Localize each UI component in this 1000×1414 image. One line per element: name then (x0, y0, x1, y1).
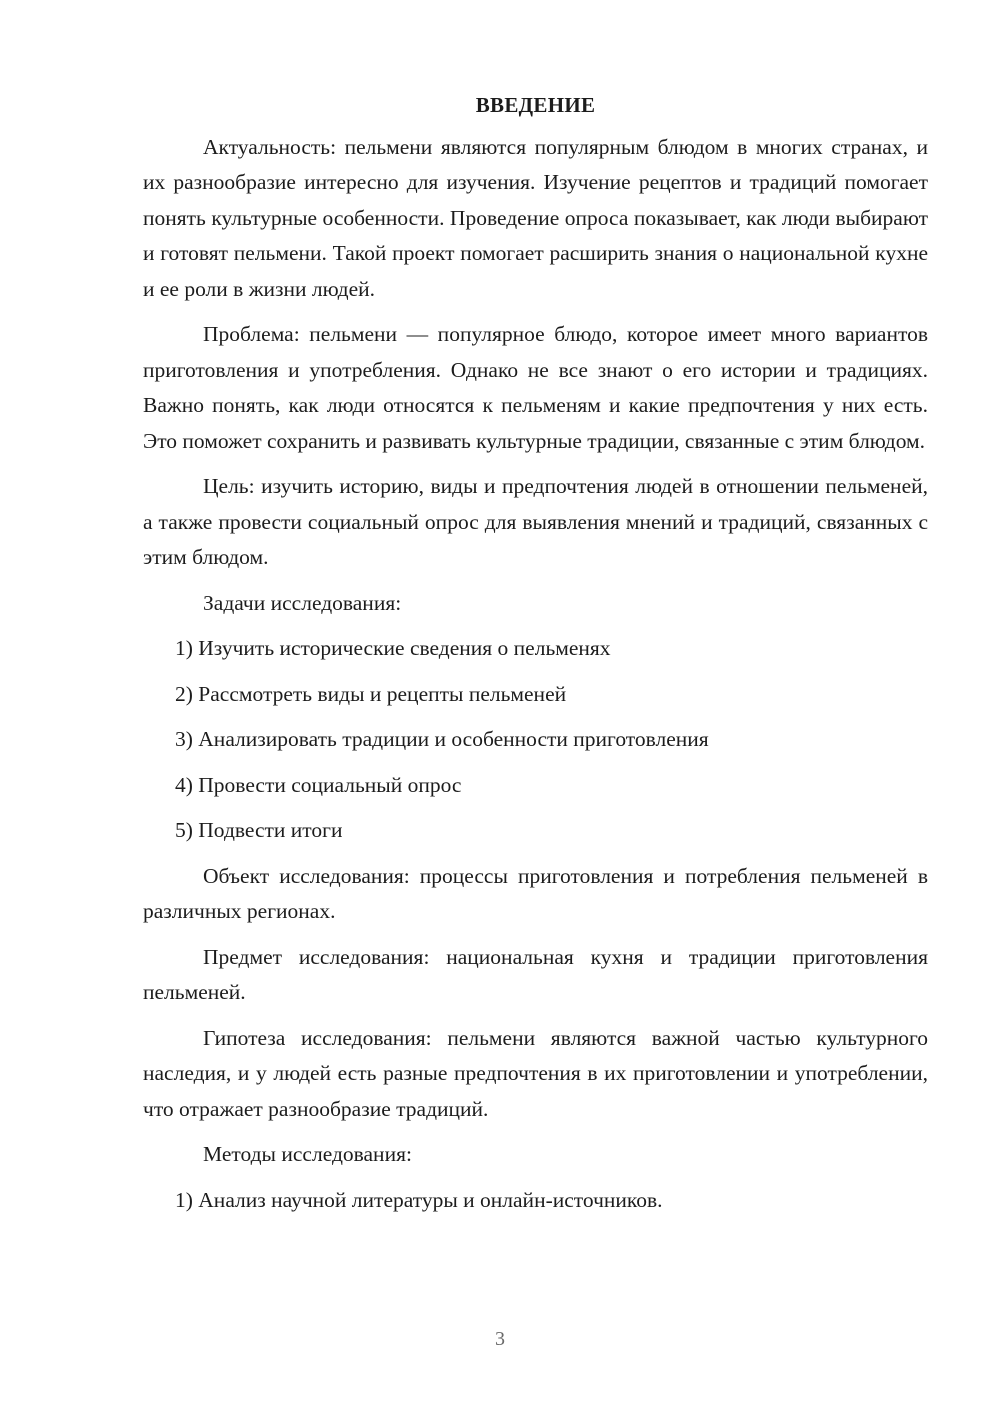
list-item: 5) Подвести итоги (175, 818, 343, 842)
list-item: 2) Рассмотреть виды и рецепты пельменей (175, 681, 567, 706)
methods-label: Методы исследования: (203, 1142, 412, 1166)
tasks-list (143, 631, 928, 849)
object-paragraph: Объект исследования: процессы приготовления и потребления пельменей в различных регионах. (143, 863, 928, 923)
hypothesis-paragraph: Гипотеза исследования: пельмени являются важной частью культурного наследия, и у людей есть разные предпочтения в их приготовлении и употреблении, что отражает разнообразие традиций. (143, 1025, 928, 1121)
subject-paragraph: Предмет исследования: национальная кухня и традиции приготовления пельменей. (143, 944, 928, 1004)
page-number: 3 (495, 1328, 505, 1350)
goal-paragraph: Цель: изучить историю, виды и предпочтения людей в отношении пельменей, а также провести социальный опрос для выявления мнений и традиций, связанных с этим блюдом. (143, 474, 928, 569)
list-item: 1) Изучить исторические сведения о пельменях (175, 636, 611, 660)
tasks-label: Задачи исследования: (203, 590, 402, 615)
relevance-paragraph: Актуальность: пельмени являются популярным блюдом в многих странах, и их разнообразие интересно для изучения. Изучение рецептов и традиций помогает понять культурные особенности. Проведение опроса показывает, как люди выбирают и готовят пельмени. Такой проект помогает расширить знания о национальной кухне и ее роли в жизни людей. (143, 134, 928, 301)
section-title: ВВЕДЕНИЕ (475, 93, 596, 117)
list-item: 1) Анализ научной литературы и онлайн-источников. (175, 1187, 663, 1212)
document-page (143, 88, 928, 1228)
list-item: 3) Анализировать традиции и особенности приготовления (175, 727, 709, 751)
list-item: 4) Провести социальный опрос (175, 772, 462, 797)
problem-paragraph: Проблема: пельмени — популярное блюдо, которое имеет много вариантов приготовления и употребления. Однако не все знают о его истории и традициях. Важно понять, как люди относятся к пельменям и какие предпочтения у них есть. Это поможет сохранить и развивать культурные традиции, связанные с этим блюдом. (143, 322, 928, 453)
methods-list (143, 1183, 928, 1219)
